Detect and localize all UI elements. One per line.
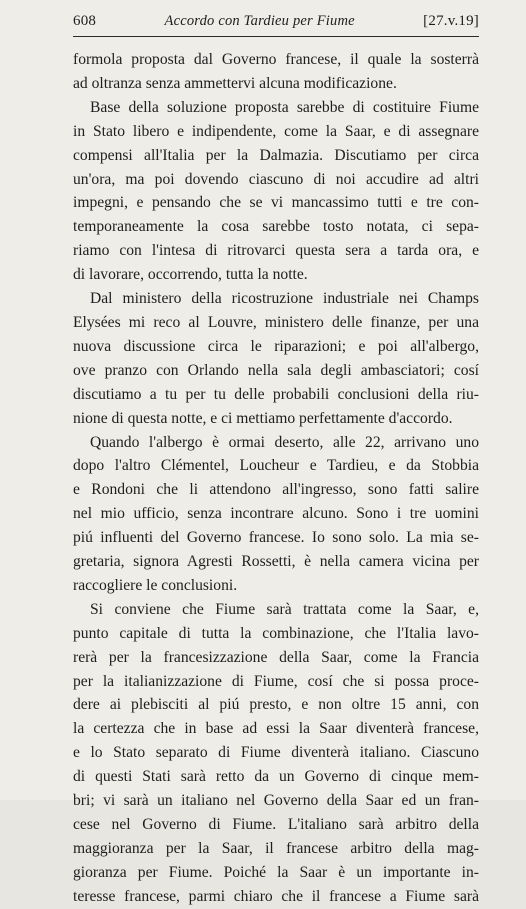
text-line: discutiamo a tu per tu delle probabili conclusioni della riu- xyxy=(73,385,479,403)
text-line: maggioranza per la Saar, il francese arbitro della mag- xyxy=(73,839,479,857)
running-title: Accordo con Tardieu per Fiume xyxy=(164,12,355,29)
paragraph xyxy=(73,48,479,96)
text-line: punto capitale di tutta la combinazione, che l'Italia lavo- xyxy=(73,624,479,642)
page-number: 608 xyxy=(73,12,97,29)
text-line: formola proposta dal Governo francese, il quale la sosterrà xyxy=(73,51,479,68)
text-line: ad oltranza senza ammettervi alcuna modificazione. xyxy=(73,74,397,92)
text-line: gretaria, signora Agresti Rossetti, è nella camera vicina per xyxy=(73,553,479,571)
text-line: nel mio ufficio, senza incontrare alcuno. Sono i tre uomini xyxy=(73,505,479,523)
text-line: Elysées mi reco al Louvre, ministero delle finanze, per una xyxy=(73,313,479,331)
text-line: ove pranzo con Orlando nella sala degli ambasciatori; cosí xyxy=(73,361,479,379)
text-line: dopo l'altro Clémentel, Loucheur e Tardieu, e da Stobbia xyxy=(73,457,479,475)
text-line: teresse francese, parmi chiaro che il francese a Fiume sarà xyxy=(73,887,479,905)
text-line: gioranza per Fiume. Poiché la Saar è un importante in- xyxy=(73,863,479,881)
text-line: e Rondoni che li attendono all'ingresso, sono fatti salire xyxy=(73,481,479,499)
date-label: [27.v.19] xyxy=(423,12,479,29)
text-line: dere ai plebisciti al piú presto, e non oltre 15 anni, con xyxy=(73,696,479,714)
paragraph xyxy=(73,96,479,287)
paragraph xyxy=(73,287,479,430)
text-line: un'ora, ma poi dovendo ciascuno di noi accudire ad altri xyxy=(73,170,479,188)
text-line: impegni, e pensando che se vi mancassimo tutti e tre con- xyxy=(73,194,479,212)
text-line: cese nel Governo di Fiume. L'italiano sarà arbitro della xyxy=(73,816,479,833)
text-line: per la italianizzazione di Fiume, cosí che si possa proce- xyxy=(73,672,479,690)
text-line: raccogliere le conclusioni. xyxy=(73,576,238,594)
text-line: riamo con l'intesa di ritrovarci questa sera a tarda ora, e xyxy=(73,242,479,260)
text-line: nione di questa notte, e ci mettiamo perfettamente d'accordo. xyxy=(73,409,453,427)
body-text xyxy=(73,48,479,909)
text-line: temporaneamente la cosa sarebbe tosto notata, ci sepa- xyxy=(73,218,479,236)
text-line: piú influenti del Governo francese. Io sono solo. La mia se- xyxy=(73,529,479,547)
paragraph xyxy=(73,431,479,598)
text-line: Si conviene che Fiume sarà trattata come la Saar, e, xyxy=(90,600,479,618)
text-line: Quando l'albergo è ormai deserto, alle 22, arrivano uno xyxy=(90,433,479,451)
text-line: nuova discussione circa le riparazioni; e poi all'albergo, xyxy=(73,337,479,355)
text-line: di lavorare, occorrendo, tutta la notte. xyxy=(73,266,308,284)
running-head xyxy=(73,10,479,32)
paragraph xyxy=(73,598,479,909)
text-line: Dal ministero della ricostruzione industriale nei Champs xyxy=(90,290,479,308)
text-line: e lo Stato separato di Fiume diventerà italiano. Ciascuno xyxy=(73,744,479,762)
text-line: bri; vi sarà un italiano nel Governo della Saar ed un fran- xyxy=(73,792,479,810)
text-line: rerà per la francesizzazione della Saar, come la Francia xyxy=(73,648,479,666)
header-rule xyxy=(73,36,479,37)
text-line: la certezza che in base ad essi la Saar diventerà francese, xyxy=(73,720,479,738)
text-line: compensi all'Italia per la Dalmazia. Discutiamo per circa xyxy=(73,146,479,164)
text-line: in Stato libero e indipendente, come la Saar, e di assegnare xyxy=(73,122,479,140)
text-line: Base della soluzione proposta sarebbe di costituire Fiume xyxy=(90,98,479,116)
text-line: di questi Stati sarà retto da un Governo di cinque mem- xyxy=(73,768,479,786)
